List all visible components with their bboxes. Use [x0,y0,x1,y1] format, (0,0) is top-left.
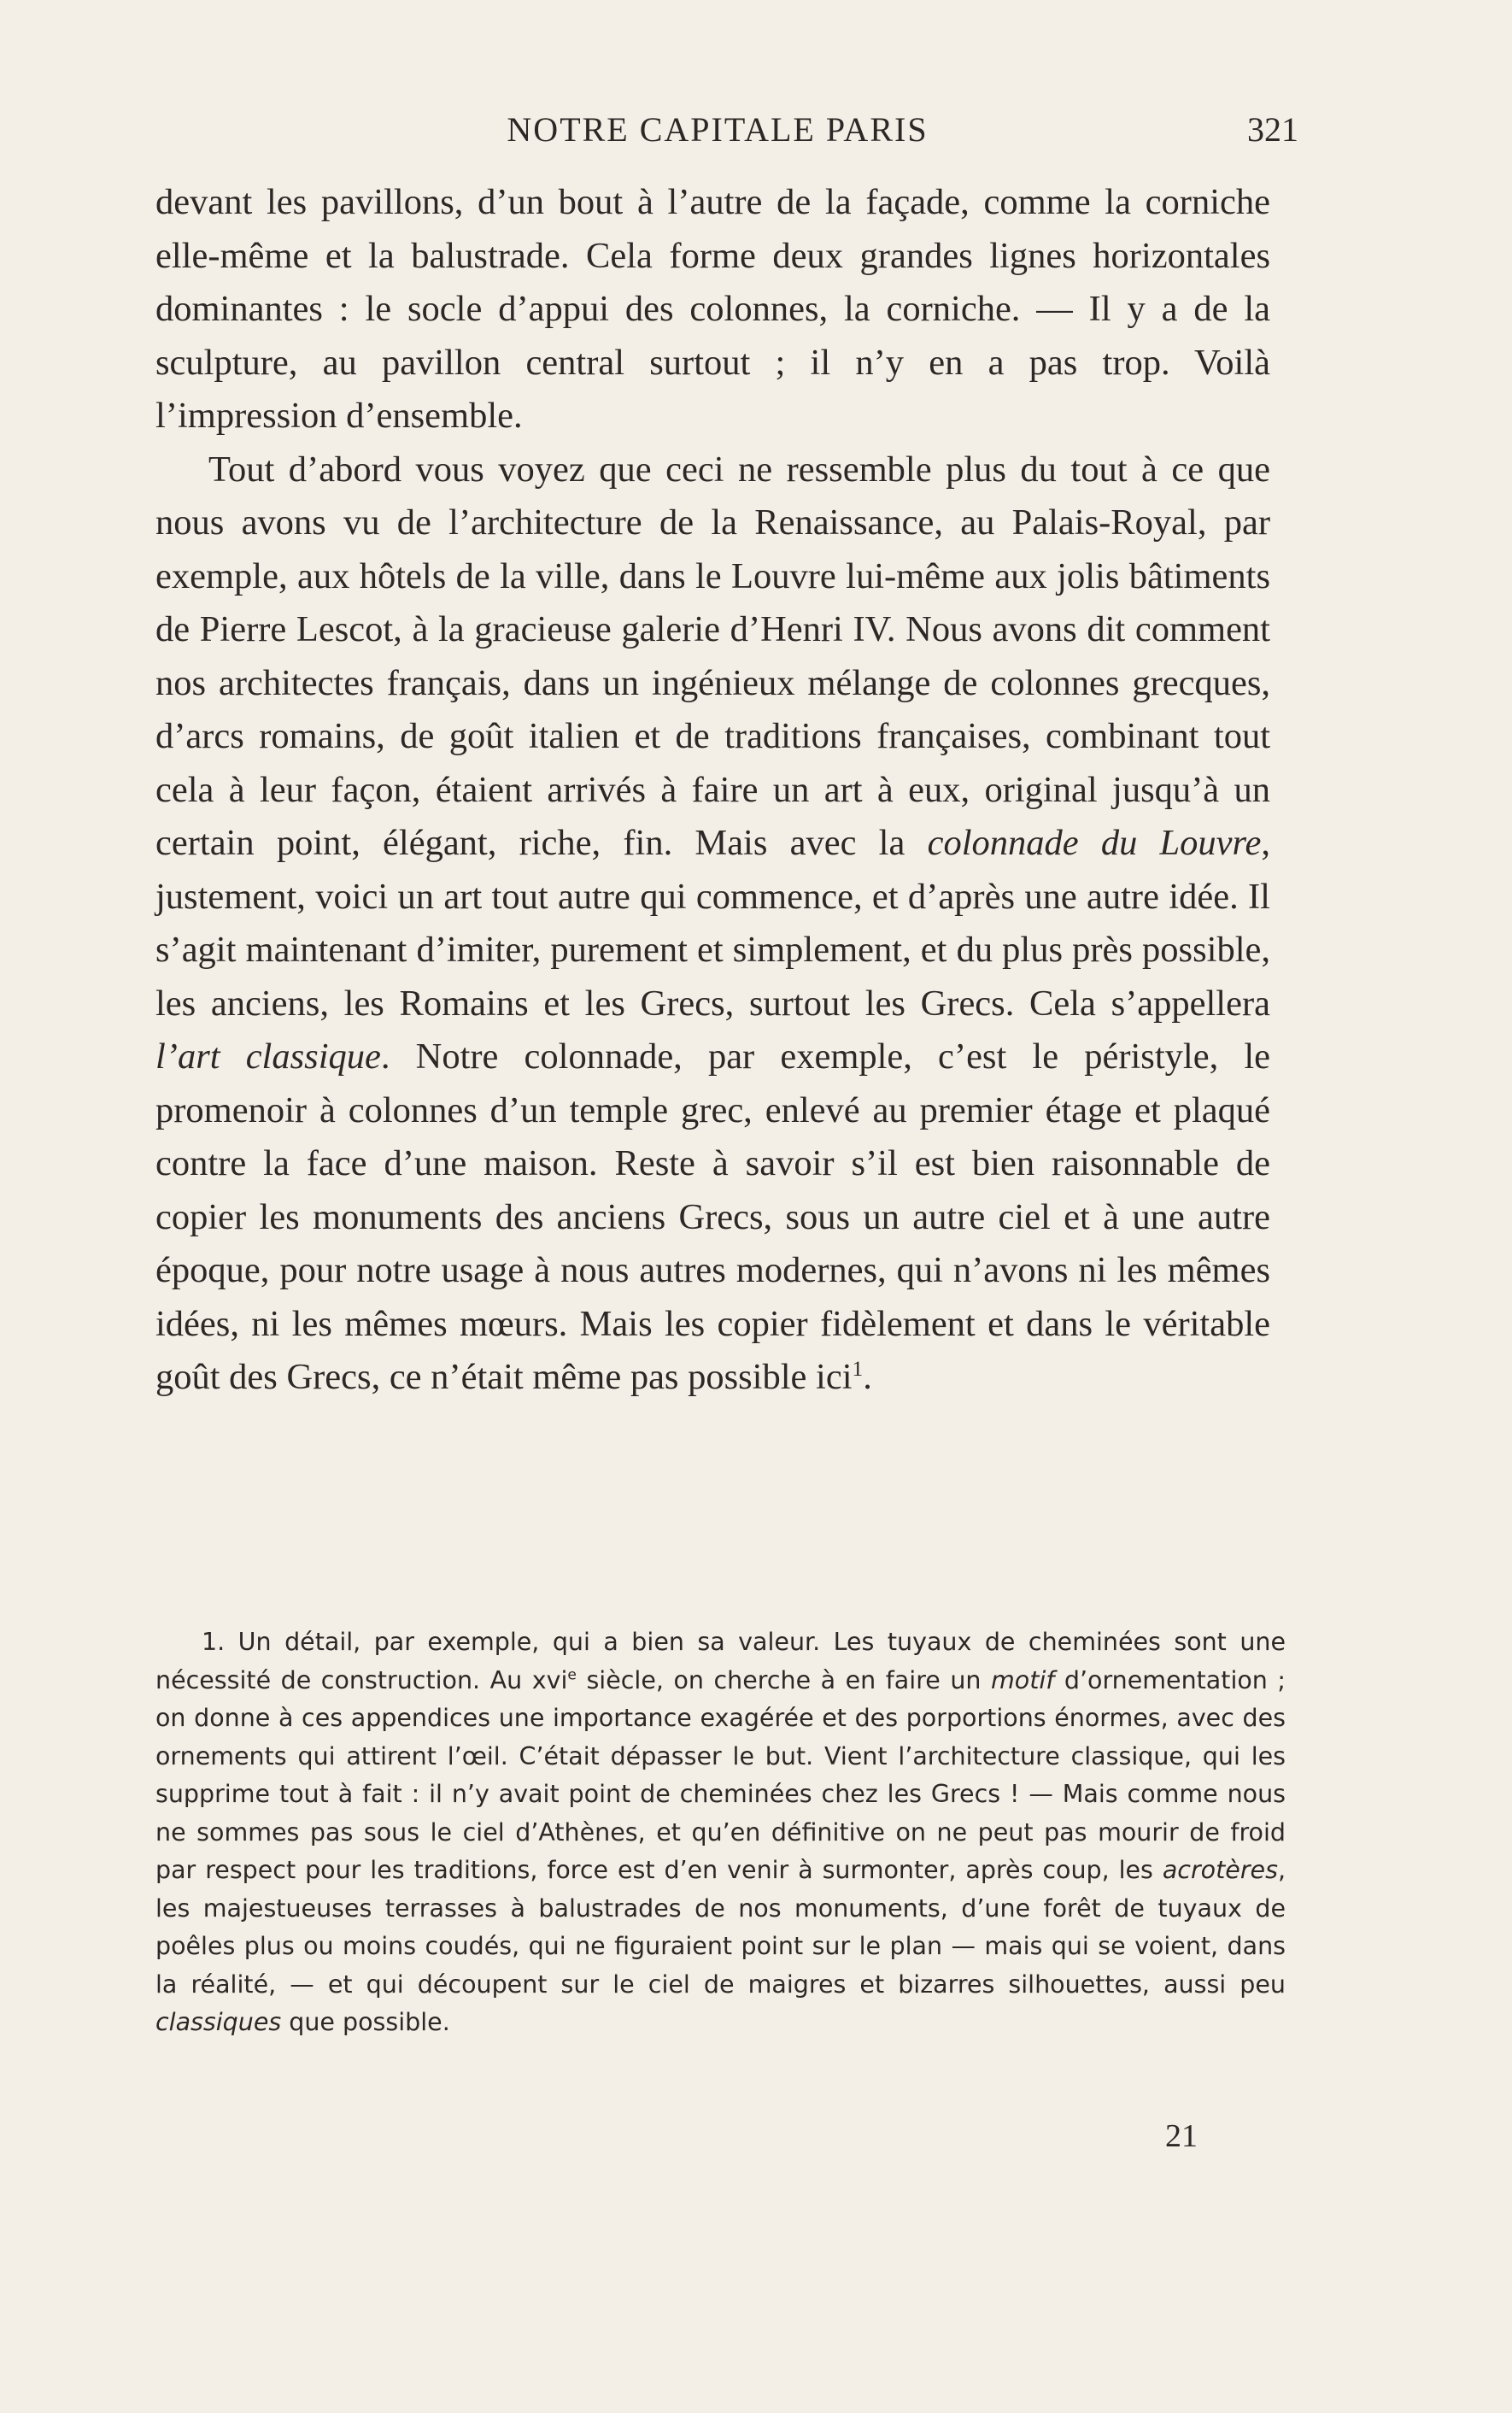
italic-term: classiques [155,2008,282,2036]
signature-mark: 21 [1165,2118,1198,2154]
italic-term: l’art classique [155,1036,381,1077]
paragraph [155,443,1270,1405]
paragraph [155,176,1270,443]
paragraph-text: . Notre colonnade, par exemple, c’est le péristyle, le promenoir à colonnes d’un temple grec, enlevé au premier étage et plaqué contre la face d’une maison. Reste à savoir s’il est bien raisonnable de copier les monuments des anciens Grecs, sous un autre ciel et à une autre époque, pour notre usage à nous autres modernes, qui n’avons ni les mêmes idées, ni les mêmes mœurs. Mais les copier fidèlement et dans le véritable goût des Grecs, ce n’était même pas possible ici [155,1036,1270,1397]
page-number: 321 [1247,110,1298,149]
century-superscript: e [567,1666,577,1683]
paragraph-text: Tout d’abord vous voyez que ceci ne ressemble plus du tout à ce que nous avons vu de l’architecture de la Renaissance, au Palais-Royal, par exemple, aux hôtels de la ville, dans le Louvre lui-même aux jolis bâtiments de Pierre Lescot, à la gracieuse galerie d’Henri IV. Nous avons dit comment nos architectes français, dans un ingénieux mélange de colonnes grecques, d’arcs romains, de goût italien et de traditions françaises, combinant tout cela à leur façon, étaient arrivés à faire un art à eux, original jusqu’à un certain point, élégant, riche, fin. Mais avec la [155,449,1270,863]
footnote-text: siècle, on cherche à en faire un [576,1665,992,1694]
footnote [155,1623,1286,2042]
footnote-text: d’ornementation ; on donne à ces appendices une importance exagérée et des porportions énormes, avec des ornements qui attirent l’œil. C’était dépasser le but. Vient l’architecture classique, qui les supprime tout à fait : il n’y avait point de cheminées chez les Grecs ! — Mais comme nous ne sommes pas sous le ciel d’Athènes, et qu’en définitive on ne peut pas mourir de froid par respect pour les traditions, force est d’en venir à surmonter, après coup, les [155,1665,1286,1884]
main-text [155,176,1270,1405]
paragraph-text: , justement, voici un art tout autre qui commence, et d’après une autre idée. Il s’agit maintenant d’imiter, purement et simplement, et du plus près possible, les anciens, les Romains et les Grecs, surtout les Grecs. Cela s’appellera [155,823,1270,1024]
paragraph-text: devant les pavillons, d’un bout à l’autre de la façade, comme la corniche elle-même et la balustrade. Cela forme deux grandes lignes horizontales dominantes : le socle d’appui des colonnes, la corniche. — Il y a de la sculpture, au pavillon central surtout ; il n’y en a pas trop. Voilà l’impression d’ensemble. [155,182,1270,436]
footnote-text: que possible. [281,2008,450,2036]
paragraph-text: . [863,1357,872,1397]
italic-term: acrotères [1162,1856,1278,1884]
italic-term: colonnade du Louvre [927,823,1262,863]
running-head [0,109,1512,152]
century-numeral: xvi [531,1665,568,1694]
footnote-text: Un détail, par exemple, qui a bien sa valeur. Les tuyaux de cheminées sont une nécessité de construction. Au [155,1628,1286,1694]
footnote-text: , les majestueuses terrasses à balustrades de nos monuments, d’une forêt de tuyaux de poêles plus ou moins coudés, qui ne figuraient point sur le plan — mais qui se voient, dans la réalité, — et qui découpent sur le ciel de maigres et bizarres silhouettes, aussi peu [155,1856,1286,1999]
footnote-number: 1. [202,1628,238,1656]
italic-term: motif [991,1665,1055,1694]
footnote-reference: 1 [852,1355,864,1381]
running-title: NOTRE CAPITALE PARIS [507,110,929,149]
footnotes [155,1623,1286,2042]
